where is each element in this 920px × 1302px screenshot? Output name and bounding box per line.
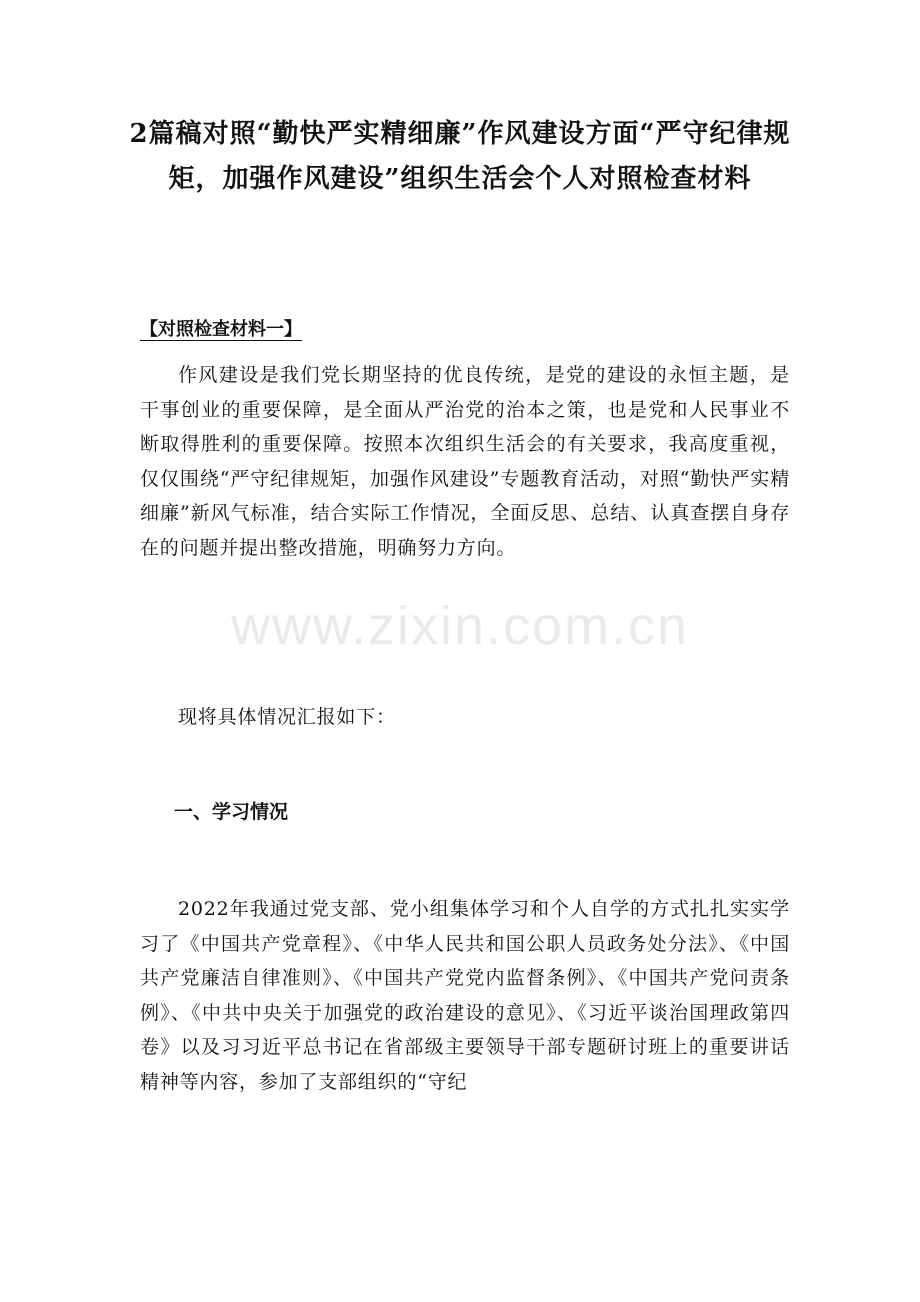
paragraph-study: 2022年我通过党支部、党小组集体学习和个人自学的方式扎扎实实学习了《中国共产党章程》、《中华人民共和国公职人员政务处分法》、《中国共产党廉洁自律准则》、《中国共产党党内监督条例》、《中国共产党问责条例》、《中共中央关于加强党的政治建设的意见》、《习近平谈治国理政第四卷》以及习习近平总书记在省部级主要领导干部专题研讨班上的重要讲话精神等内容，参加了支部组织的“守纪: [140, 898, 790, 1093]
document-title: 2篇稿对照“勤快严实精细廉”作风建设方面“严守纪律规矩，加强作风建设”组织生活会个人对照检查材料: [129, 119, 791, 194]
section-label: 【对照检查材料一】: [140, 319, 302, 340]
watermark: www.zixin.com.cn: [230, 596, 690, 656]
paragraph-intro: 作风建设是我们党长期坚持的优良传统，是党的建设的永恒主题，是干事创业的重要保障，是全面从严治党的治本之策，也是党和人民事业不断取得胜利的重要保障。按照本次组织生活会的有关要求，我高度重视，仅仅围绕“严守纪律规矩，加强作风建设”专题教育活动，对照“勤快严实精细廉”新风气标准，结合实际工作情况，全面反思、总结、认真查摆自身存在的问题并提出整改措施，明确努力方向。: [140, 364, 790, 559]
section-heading-study: 一、学习情况: [174, 801, 289, 823]
paragraph-report-intro: 现将具体情况汇报如下：: [178, 706, 396, 728]
